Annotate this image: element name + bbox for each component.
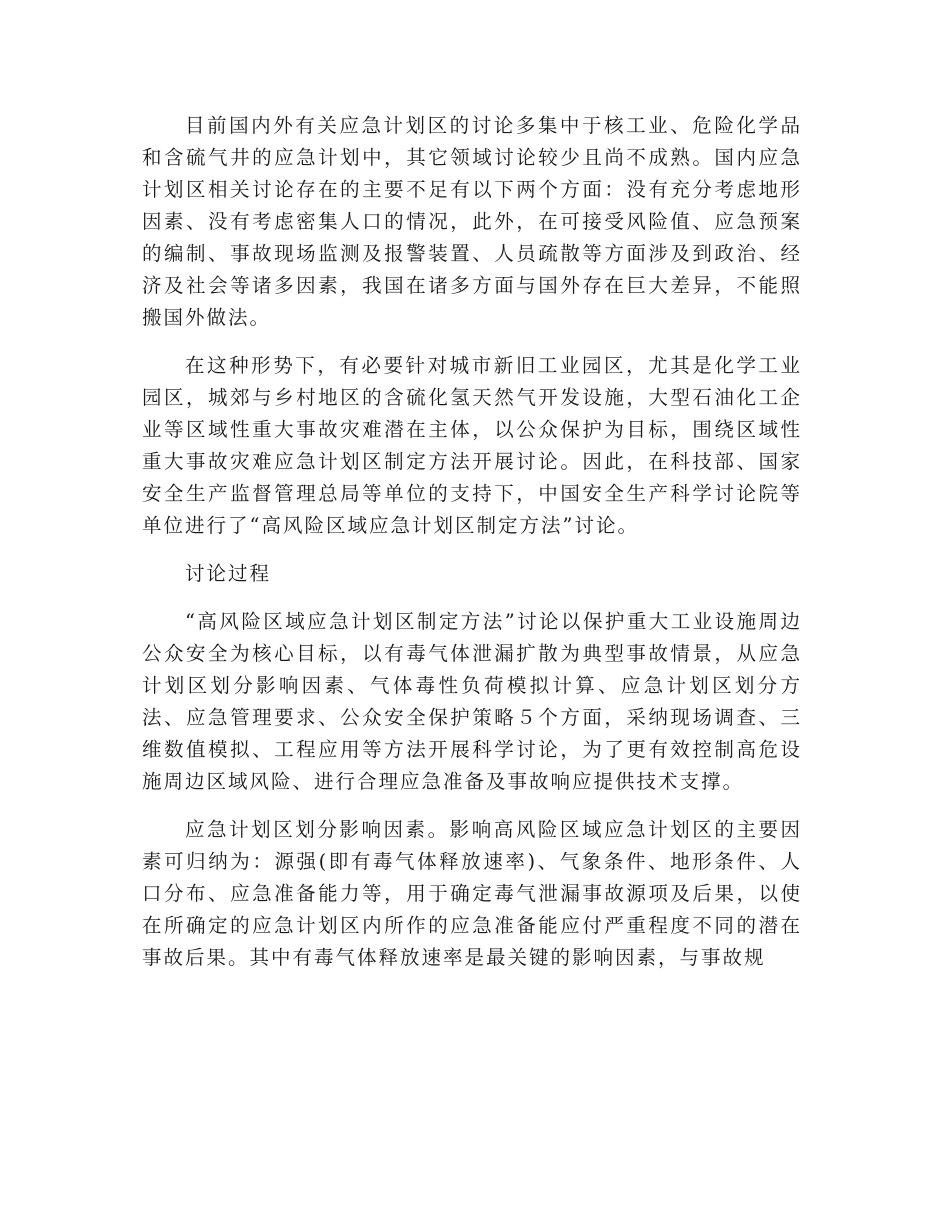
section-heading: 讨论过程 xyxy=(185,562,272,585)
document-page xyxy=(142,110,802,990)
paragraph-process: “高风险区域应急计划区制定方法”讨论以保护重大工业设施周边公众安全为核心目标，以有毒气体泄漏扩散为典型事故情景，从应急计划区划分影响因素、气体毒性负荷模拟计算、应急计划区划分方法、应急管理要求、公众安全保护策略５个方面，采纳现场调查、三维数值模拟、工程应用等方法开展科学讨论，为了更有效控制高危设施周边区域风险、进行合理应急准备及事故响应提供技术支撑。 xyxy=(142,610,802,793)
paragraph-intro: 目前国内外有关应急计划区的讨论多集中于核工业、危险化学品和含硫气井的应急计划中，其它领域讨论较少且尚不成熟。国内应急计划区相关讨论存在的主要不足有以下两个方面：没有充分考虑地形因素、没有考虑密集人口的情况，此外，在可接受风险值、应急预案的编制、事故现场监测及报警装置、人员疏散等方面涉及到政治、经济及社会等诸多因素，我国在诸多方面与国外存在巨大差异，不能照搬国外做法。 xyxy=(142,114,802,329)
paragraph-factors: 应急计划区划分影响因素。影响高风险区域应急计划区的主要因素可归纳为：源强(即有毒气体释放速率)、气象条件、地形条件、人口分布、应急准备能力等，用于确定毒气泄漏事故源项及后果，以使在所确定的应急计划区内所作的应急准备能应付严重程度不同的潜在事故后果。其中有毒气体释放速率是最关键的影响因素，与事故规 xyxy=(142,818,802,969)
paragraph-context: 在这种形势下，有必要针对城市新旧工业园区，尤其是化学工业园区，城郊与乡村地区的含硫化氢天然气开发设施，大型石油化工企业等区域性重大事故灾难潜在主体，以公众保护为目标，围绕区域性重大事故灾难应急计划区制定方法开展讨论。因此，在科技部、国家安全生产监督管理总局等单位的支持下，中国安全生产科学讨论院等单位进行了“高风险区域应急计划区制定方法”讨论。 xyxy=(142,354,802,537)
